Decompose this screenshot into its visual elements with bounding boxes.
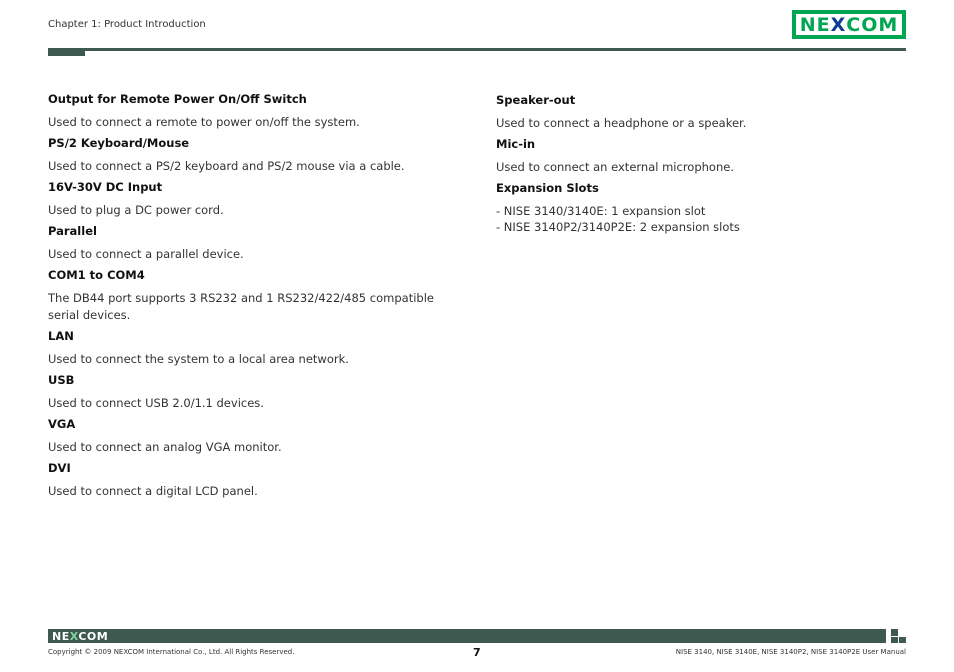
right-column [496, 93, 916, 240]
expansion-list [496, 203, 916, 235]
section-lan [48, 329, 468, 368]
page-number: 7 [473, 646, 481, 659]
section-dvi [48, 461, 468, 500]
section-text: Used to connect a headphone or a speaker. [496, 116, 747, 130]
section-speaker-out [496, 93, 916, 132]
section-remote-power [48, 92, 468, 131]
section-heading: VGA [48, 417, 76, 431]
logo-x: X [69, 630, 79, 643]
chapter-title: Chapter 1: Product Introduction [48, 19, 206, 30]
section-parallel [48, 224, 468, 263]
manual-title: NISE 3140, NISE 3140E, NISE 3140P2, NISE 3140P2E User Manual [675, 648, 906, 656]
section-heading: COM1 to COM4 [48, 268, 145, 282]
footer-square [891, 629, 898, 636]
logo-com: COM [846, 13, 899, 36]
section-text: Used to connect a parallel device. [48, 247, 244, 261]
section-text: Used to connect a digital LCD panel. [48, 484, 258, 498]
section-text: Used to connect a PS/2 keyboard and PS/2 mouse via a cable. [48, 159, 405, 173]
list-item: - NISE 3140P2/3140P2E: 2 expansion slots [496, 220, 740, 234]
section-usb [48, 373, 468, 412]
section-heading: Speaker-out [496, 93, 576, 107]
header-divider-accent [48, 50, 85, 56]
copyright-text: Copyright © 2009 NEXCOM International Co., Ltd. All Rights Reserved. [48, 648, 295, 656]
section-expansion [496, 181, 916, 235]
section-heading: Expansion Slots [496, 181, 599, 195]
section-heading: DVI [48, 461, 71, 475]
section-com [48, 268, 468, 324]
section-dc-input [48, 180, 468, 219]
section-text: Used to connect USB 2.0/1.1 devices. [48, 396, 264, 410]
section-text: Used to connect an external microphone. [496, 160, 734, 174]
footer-square [899, 637, 906, 643]
footer-logo [52, 630, 108, 643]
section-vga [48, 417, 468, 456]
section-heading: Parallel [48, 224, 97, 238]
header-divider [48, 48, 906, 51]
footer-bar [48, 629, 886, 643]
section-heading: Output for Remote Power On/Off Switch [48, 92, 307, 106]
section-heading: LAN [48, 329, 74, 343]
left-column [48, 92, 468, 505]
section-text: Used to connect a remote to power on/off the system. [48, 115, 360, 129]
section-text: Used to connect the system to a local area network. [48, 352, 349, 366]
section-heading: USB [48, 373, 75, 387]
footer-square [891, 637, 898, 643]
logo-ne: NE [799, 13, 831, 36]
logo-x: X [830, 13, 847, 36]
section-heading: 16V-30V DC Input [48, 180, 163, 194]
list-item: - NISE 3140/3140E: 1 expansion slot [496, 204, 706, 218]
section-mic-in [496, 137, 916, 176]
nexcom-logo [792, 10, 906, 39]
section-text: Used to connect an analog VGA monitor. [48, 440, 282, 454]
logo-com: COM [78, 630, 109, 643]
section-text: The DB44 port supports 3 RS232 and 1 RS232/422/485 compatible serial devices. [48, 291, 434, 322]
section-text: Used to plug a DC power cord. [48, 203, 224, 217]
section-ps2 [48, 136, 468, 175]
section-heading: PS/2 Keyboard/Mouse [48, 136, 190, 150]
logo-ne: NE [52, 630, 70, 643]
section-heading: Mic-in [496, 137, 536, 151]
